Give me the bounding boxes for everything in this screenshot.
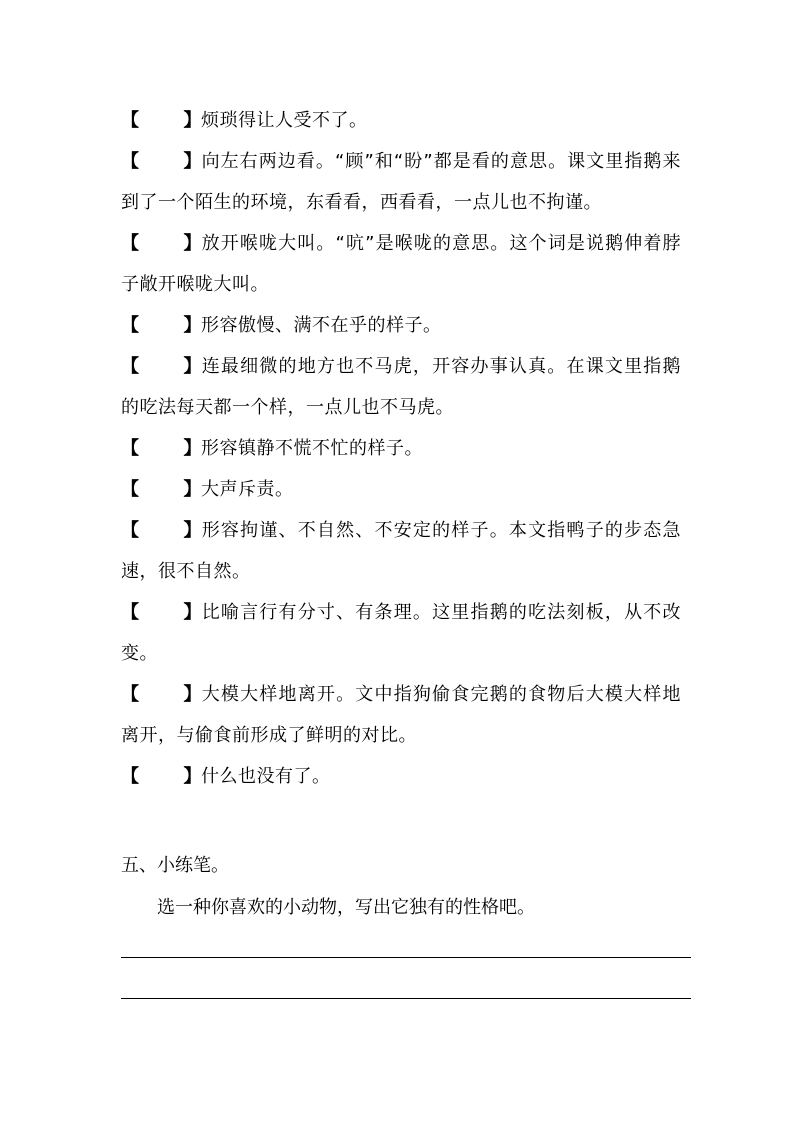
vocabulary-entries (121, 100, 681, 797)
bracket-close: 】 (183, 233, 202, 254)
bracket-close: 】 (183, 356, 202, 377)
bracket-close: 】 (183, 315, 202, 336)
bracket-open: 【 (121, 151, 140, 172)
vocabulary-entry (121, 346, 681, 428)
vocabulary-entry (121, 223, 681, 305)
bracket-open: 【 (121, 479, 140, 500)
answer-blank[interactable] (121, 428, 201, 469)
answer-blank[interactable] (121, 223, 201, 264)
answer-blank[interactable] (121, 305, 201, 346)
bracket-close: 】 (183, 151, 202, 172)
bracket-open: 【 (121, 110, 140, 131)
bracket-close: 】 (183, 684, 202, 705)
entry-definition: 烦琐得让人受不了。 (201, 110, 368, 131)
vocabulary-entry (121, 141, 681, 223)
bracket-open: 【 (121, 520, 140, 541)
entry-definition: 比喻言行有分寸、有条理。这里指鹅的吃法刻板，从不改变。 (121, 602, 681, 664)
entry-definition: 向左右两边看。“顾”和“盼”都是看的意思。课文里指鹅来到了一个陌生的环境，东看看，西看看，一点儿也不拘谨。 (121, 151, 681, 213)
bracket-close: 】 (183, 766, 202, 787)
writing-line[interactable] (121, 957, 691, 958)
entry-definition: 连最细微的地方也不马虎，开容办事认真。在课文里指鹅的吃法每天都一个样，一点儿也不马虎。 (121, 356, 681, 418)
bracket-open: 【 (121, 684, 140, 705)
writing-line[interactable] (121, 998, 691, 999)
bracket-open: 【 (121, 766, 140, 787)
answer-blank[interactable] (121, 469, 201, 510)
answer-blank[interactable] (121, 100, 201, 141)
entry-definition: 放开喉咙大叫。“吭”是喉咙的意思。这个词是说鹅伸着脖子敞开喉咙大叫。 (121, 233, 681, 295)
answer-blank[interactable] (121, 346, 201, 387)
vocabulary-entry (121, 100, 681, 141)
answer-blank[interactable] (121, 510, 201, 551)
section-title: 五、小练笔。 (121, 855, 229, 876)
bracket-close: 】 (183, 110, 202, 131)
answer-blank[interactable] (121, 756, 201, 797)
bracket-close: 】 (183, 438, 202, 459)
entry-definition: 大模大样地离开。文中指狗偷食完鹅的食物后大模大样地离开，与偷食前形成了鲜明的对比。 (121, 684, 681, 746)
answer-blank[interactable] (121, 592, 201, 633)
answer-blank[interactable] (121, 141, 201, 182)
entry-definition: 大声斥责。 (201, 479, 294, 500)
vocabulary-entry (121, 592, 681, 674)
entry-definition: 形容镇静不慌不忙的样子。 (201, 438, 423, 459)
bracket-close: 】 (183, 602, 202, 623)
bracket-open: 【 (121, 233, 140, 254)
entry-definition: 形容拘谨、不自然、不安定的样子。本文指鸭子的步态急速，很不自然。 (121, 520, 681, 582)
writing-prompt: 选一种你喜欢的小动物，写出它独有的性格吧。 (157, 897, 535, 918)
vocabulary-entry (121, 469, 681, 510)
vocabulary-entry (121, 674, 681, 756)
bracket-open: 【 (121, 315, 140, 336)
bracket-close: 】 (183, 520, 202, 541)
entry-definition: 形容傲慢、满不在乎的样子。 (201, 315, 442, 336)
vocabulary-entry (121, 428, 681, 469)
vocabulary-entry (121, 756, 681, 797)
vocabulary-entry (121, 510, 681, 592)
vocabulary-entry (121, 305, 681, 346)
bracket-open: 【 (121, 602, 140, 623)
bracket-open: 【 (121, 438, 140, 459)
answer-blank[interactable] (121, 674, 201, 715)
bracket-open: 【 (121, 356, 140, 377)
entry-definition: 什么也没有了。 (201, 766, 331, 787)
bracket-close: 】 (183, 479, 202, 500)
